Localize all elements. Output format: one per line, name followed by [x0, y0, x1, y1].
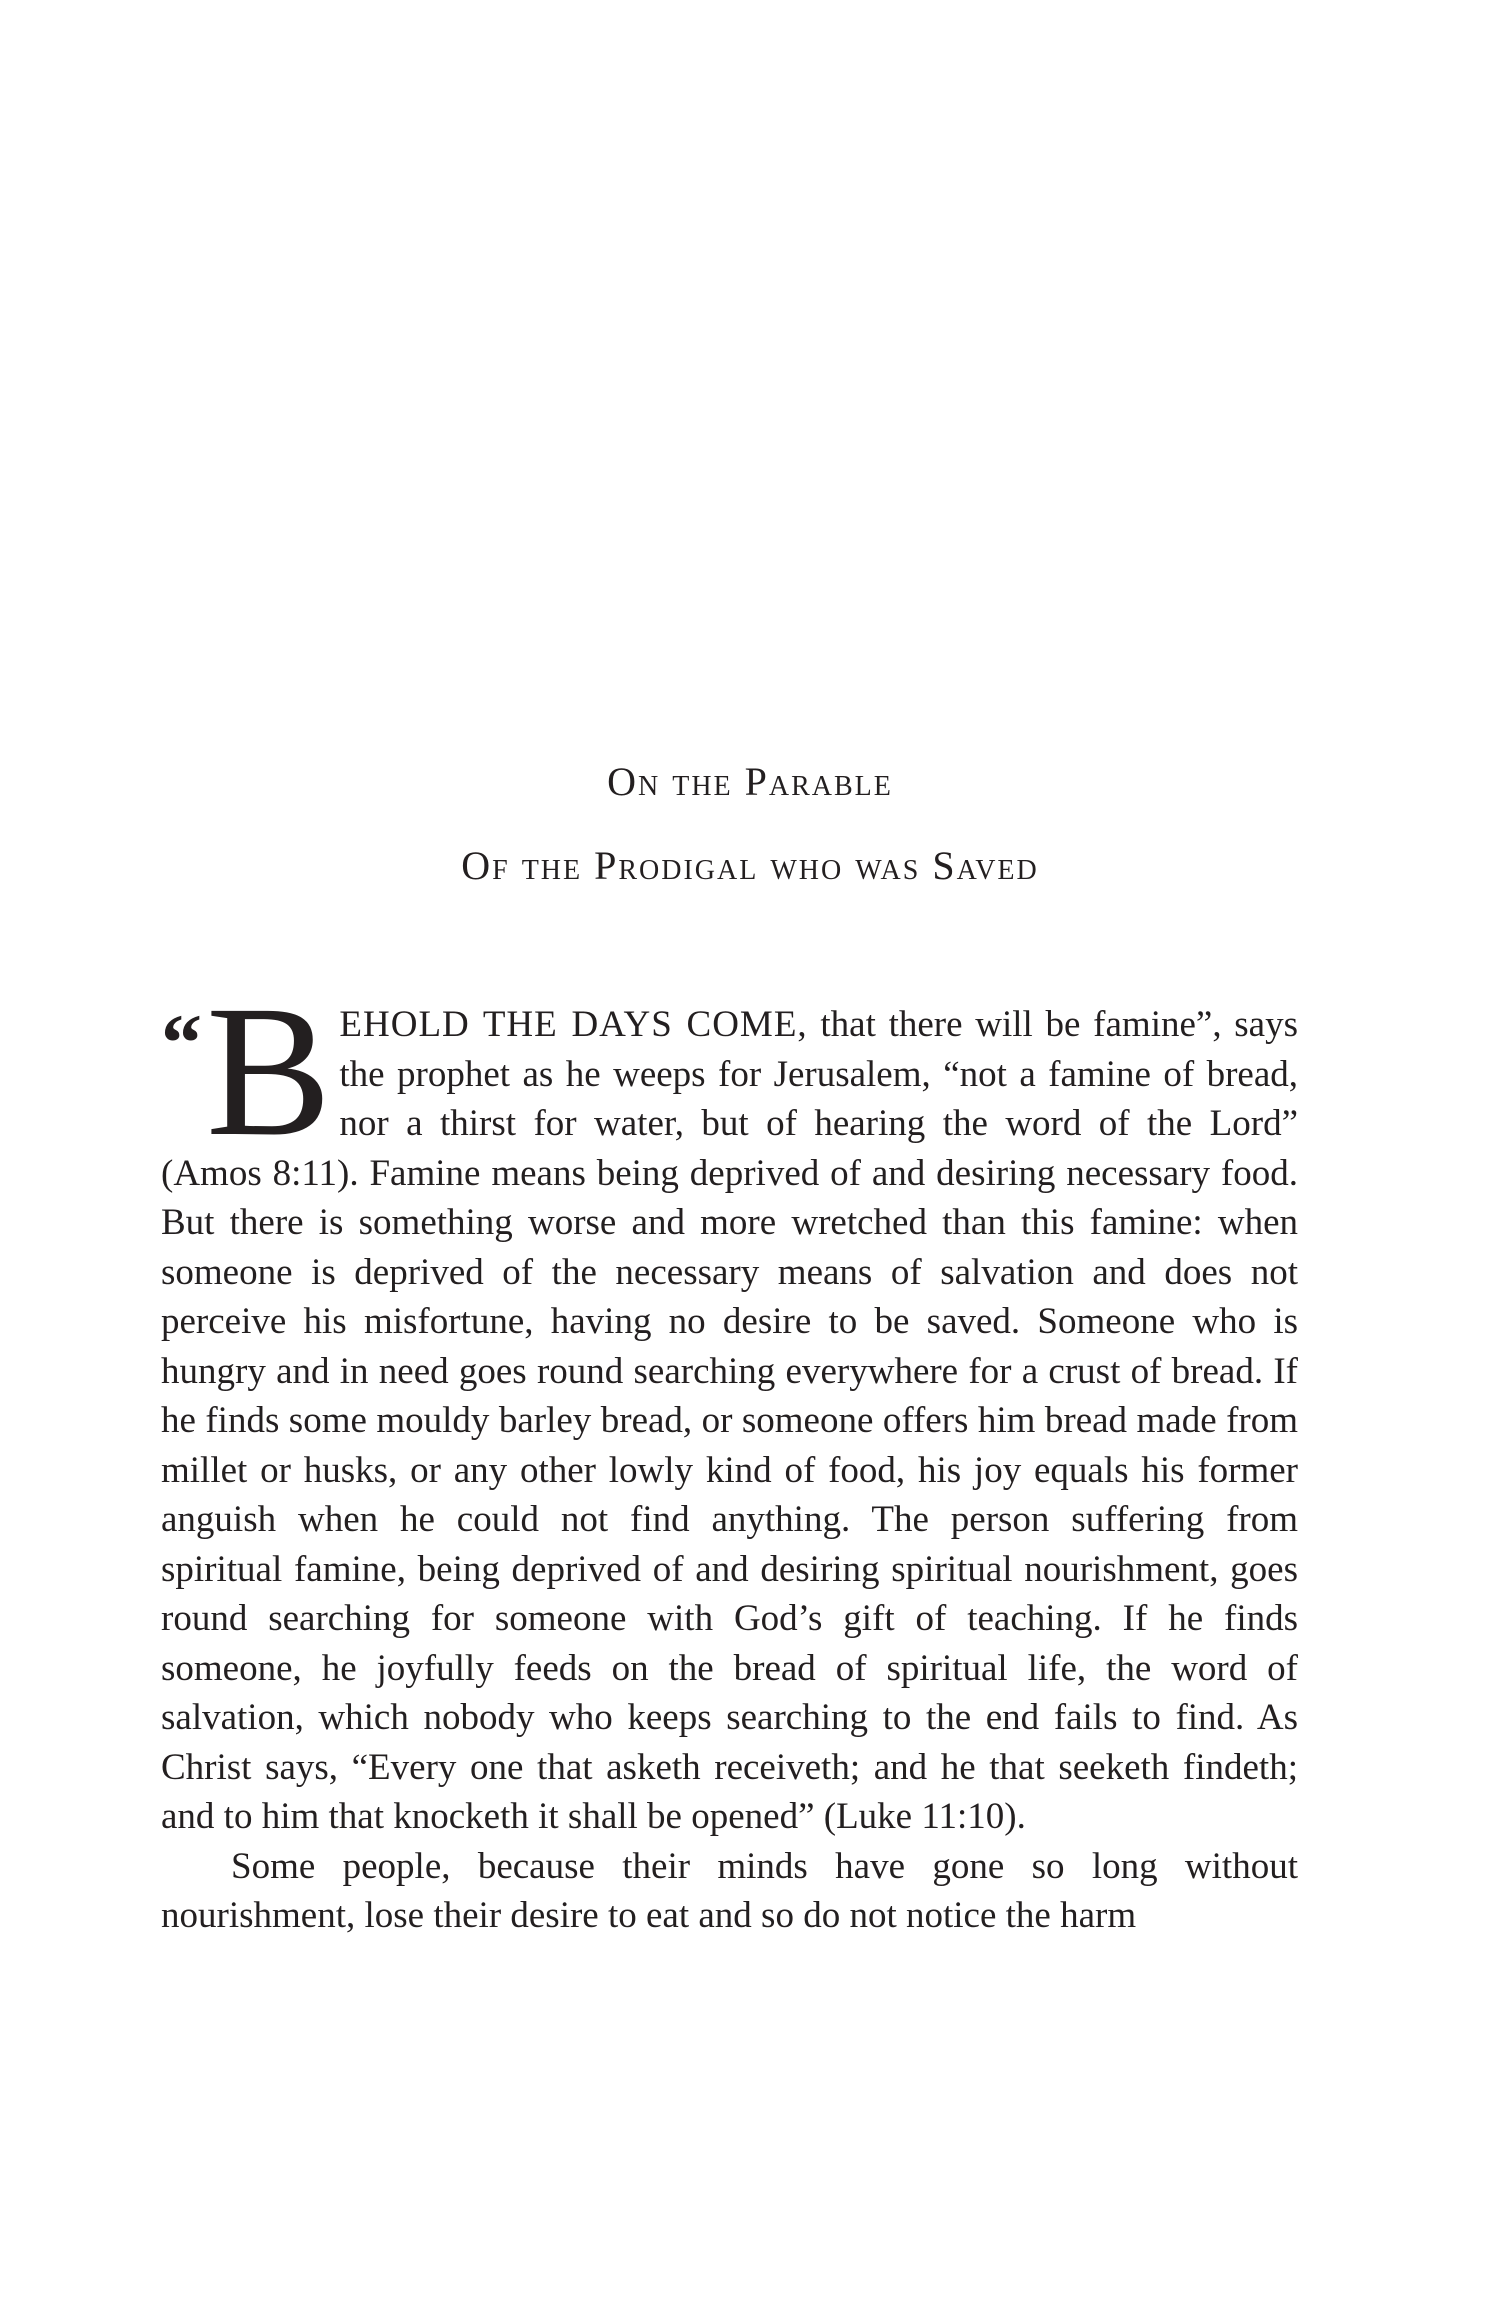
paragraph-1	[161, 966, 1299, 1842]
drop-cap-group	[161, 966, 332, 1175]
drop-cap-letter: B	[206, 966, 332, 1175]
chapter-title	[0, 740, 1500, 908]
paragraph-1-text: that there will be famine”, says the prophet as he weeps for Jerusalem, “not a famine of bread, nor a thirst for water, but of hearing the word of the Lord” (Amos 8:11). Famine means being deprived of and desiring necessary food. But there is something worse and more wretched than this famine: when someone is deprived of the necessary means of salvation and does not perceive his misfortune, having no desire to be saved. Someone who is hungry and in need goes round searching everywhere for a crust of bread. If he finds some mouldy barley bread, or someone offers him bread made from millet or husks, or any other lowly kind of food, his joy equals his former anguish when he could not find anything. The person suffering from spiritual famine, being deprived of and desiring spiritual nourishment, goes round searching for someone with God’s gift of teaching. If he finds someone, he joyfully feeds on the bread of spiritual life, the word of salvation, which nobody who keeps searching to the end fails to find. As Christ says, “Every one that asketh receiveth; and he that seeketh findeth; and to him that knocketh it shall be opened” (Luke 11:10).	[161, 1004, 1299, 1837]
chapter-title-line-1: On the Parable	[607, 759, 893, 804]
chapter-title-line-2: Of the Prodigal who was Saved	[461, 843, 1039, 888]
paragraph-2: Some people, because their minds have gone so long without nourishment, lose their desire to eat and so do not notice the harm	[161, 1845, 1298, 1936]
opening-quote-mark: “	[161, 997, 202, 1088]
chapter-body	[161, 966, 1299, 1941]
paragraph-1-lead-caps: EHOLD THE DAYS COME,	[339, 1004, 808, 1045]
